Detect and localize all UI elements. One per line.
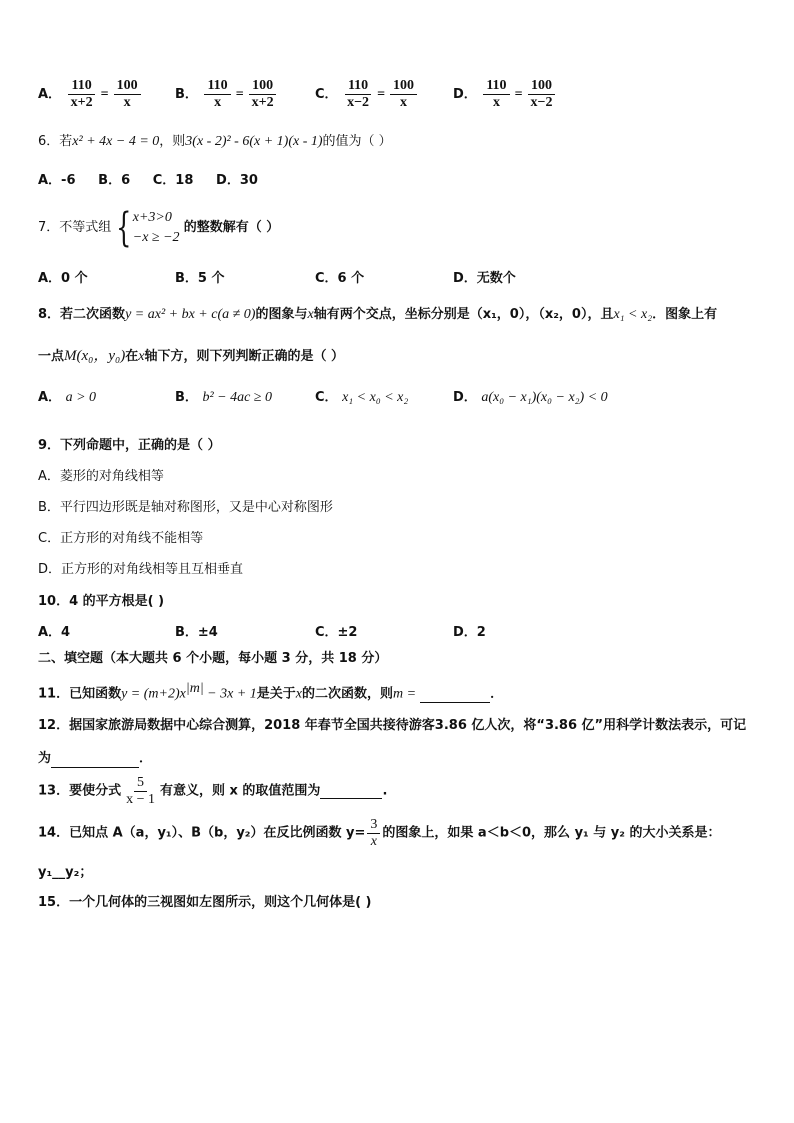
- q6-stem: 6．若x² + 4x − 4 = 0，则3(x - 2)² - 6(x + 1)(x - 1)的值为（ ）: [38, 134, 392, 149]
- q6-option-d: D．30: [216, 173, 258, 188]
- q8-stem-line2: 一点M(x₀，y₀)在x轴下方，则下列判断正确的是（ ）: [38, 348, 345, 364]
- q7-options: [38, 270, 738, 288]
- q5-option-b: B． $\frac{110}{x}$ = $\frac{100}{x+2}$: [175, 78, 279, 111]
- q8-option-a: A． a > 0: [38, 390, 97, 405]
- q8-options: [38, 389, 758, 409]
- q9-option-d: D．正方形的对角线相等且互相垂直: [38, 562, 244, 577]
- q7-stem: 7．不等式组 { x+3>0 −x ≥ −2 的整数解有（ ）: [38, 205, 280, 251]
- q11-stem: 11．已知函数$y = (m+2)x^{|m|} - 3x + 1$是关于x的二次函数，则m = ．: [38, 681, 504, 702]
- brace-symbol: {: [116, 205, 132, 251]
- q9-option-b: B．平行四边形既是轴对称图形，又是中心对称图形: [38, 500, 333, 515]
- q10-option-b: B．±4: [175, 625, 218, 640]
- q13-stem: 13．要使分式 $\frac{5}{x - 1}$ 有意义，则 x 的取值范围为 .: [38, 775, 388, 807]
- q15-stem: 15．一个几何体的三视图如左图所示，则这个几何体是( ): [38, 895, 372, 910]
- q7-option-a: A．0 个: [38, 271, 88, 286]
- q6-option-c: C．18: [152, 173, 194, 188]
- q6-option-a: A．-6: [38, 173, 76, 188]
- q8-option-d: D． a(x₀ − x₁)(x₀ − x₂) < 0: [453, 390, 608, 405]
- q12-answer-blank[interactable]: [51, 753, 139, 768]
- q7-system: x+3>0 −x ≥ −2: [132, 210, 180, 245]
- q5-option-d: D． $\frac{110}{x}$ = $\frac{100}{x-2}$: [453, 78, 558, 111]
- q7-option-b: B．5 个: [175, 271, 225, 286]
- section-heading: 二、填空题（本大题共 6 个小题，每小题 3 分，共 18 分）: [38, 651, 388, 666]
- q8-option-b: B． b² − 4ac ≥ 0: [175, 390, 272, 405]
- q12-stem-line2: 为 ．: [38, 751, 153, 766]
- q5-option-a: A． $\frac{110}{x+2}$ = $\frac{100}{x}$: [38, 78, 143, 111]
- q8-option-c: C． x₁ < x₀ < x₂: [315, 390, 409, 405]
- q10-options: [38, 624, 738, 642]
- q7-option-c: C．6 个: [315, 271, 365, 286]
- q14-stem: 14．已知点 A（a，y₁）、B（b，y₂）在反比例函数 y= $\frac{3}{x}$ 的图象上，如果 a＜b＜0，那么 y₁ 与 y₂ 的大小关系是：: [38, 817, 721, 849]
- q9-option-a: A．菱形的对角线相等: [38, 469, 164, 484]
- q6-option-b: B．6: [98, 173, 131, 188]
- q10-stem: 10．4 的平方根是( ): [38, 594, 165, 609]
- q9-option-c: C．正方形的对角线不能相等: [38, 531, 204, 546]
- q5-option-c: C． $\frac{110}{x-2}$ = $\frac{100}{x}$: [315, 78, 419, 111]
- q6-options: [38, 172, 258, 190]
- q9-stem: 9．下列命题中，正确的是（ ）: [38, 438, 221, 453]
- q8-stem-line1: 8．若二次函数y = ax² + bx + c(a ≠ 0)的图象与x轴有两个交点，坐标分别是（x₁，0），（x₂，0），且x₁ < x₂．图象上有: [38, 307, 718, 322]
- q14-answer-line: y₁__y₂；: [38, 865, 93, 880]
- q10-option-c: C．±2: [315, 625, 358, 640]
- q10-option-a: A．4: [38, 625, 71, 640]
- q12-stem-line1: 12．据国家旅游局数据中心综合测算，2018 年春节全国共接待游客3.86 亿人次，将“3.86 亿”用科学计数法表示，可记: [38, 718, 747, 733]
- q11-answer-blank[interactable]: [420, 688, 490, 703]
- q10-option-d: D．2: [453, 625, 486, 640]
- q13-answer-blank[interactable]: [320, 784, 382, 799]
- q7-option-d: D．无数个: [453, 271, 516, 286]
